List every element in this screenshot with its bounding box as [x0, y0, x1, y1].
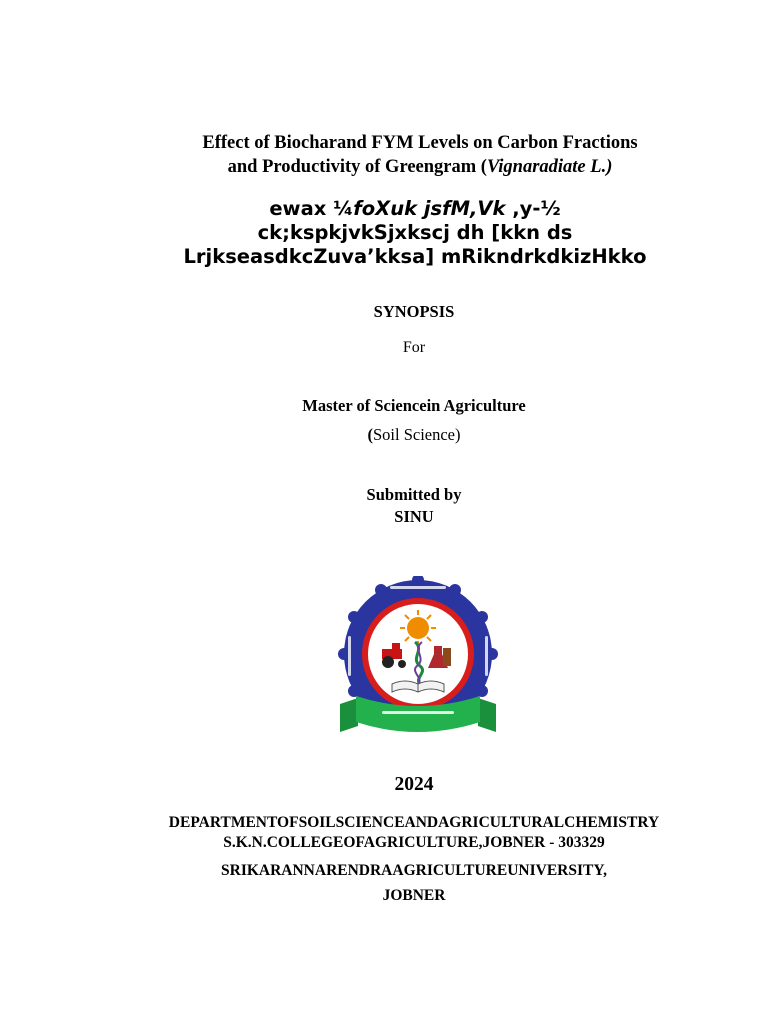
thesis-title-line-2	[100, 155, 740, 179]
subject-open-paren: (	[367, 425, 373, 444]
department-name: DEPARTMENTOFSOILSCIENCEANDAGRICULTURALCHEMISTRY	[168, 814, 660, 831]
university-emblem-icon	[330, 576, 506, 744]
thesis-title-line-2-text: and Productivity of Greengram (	[227, 157, 487, 177]
institution-block-1	[30, 813, 768, 852]
thesis-title	[100, 131, 740, 179]
hindi-title-line-2: ck;kspkjvkSjxkscj dh [kkn ds	[257, 221, 573, 244]
submitted-by-label: Submitted by	[366, 485, 462, 504]
author-name: SINU	[394, 507, 434, 526]
hindi-title-line-1-prefix: ewax ¼	[269, 197, 354, 220]
hindi-title-line-1-italic: foXuk jsfM,Vk	[353, 197, 506, 220]
degree-subject	[30, 425, 768, 445]
for-label: For	[402, 339, 426, 356]
hindi-title-line-1-suffix: ,y-½	[505, 197, 561, 220]
hindi-title	[30, 197, 768, 269]
university-name: SRIKARANNARENDRAAGRICULTUREUNIVERSITY,	[221, 862, 607, 879]
crop-scientific-name: Vignaradiate L.)	[486, 157, 613, 177]
thesis-title-line-1: Effect of Biocharand FYM Levels on Carbon Fractions	[202, 133, 638, 153]
subject-text: Soil Science)	[372, 425, 461, 444]
degree-name: Master of Sciencein Agriculture	[302, 396, 526, 415]
hindi-title-line-1	[30, 197, 768, 221]
submission-block	[30, 484, 768, 528]
submission-year: 2024	[394, 774, 434, 795]
college-name: S.K.N.COLLEGEOFAGRICULTURE,JOBNER - 303329	[223, 833, 605, 851]
university-location: JOBNER	[382, 887, 446, 904]
document-type-heading: SYNOPSIS	[373, 302, 455, 321]
hindi-title-line-3: LrjkseasdkcZuva’kksa] mRikndrkdkizHkko	[183, 245, 647, 268]
institution-block-2	[30, 858, 768, 908]
